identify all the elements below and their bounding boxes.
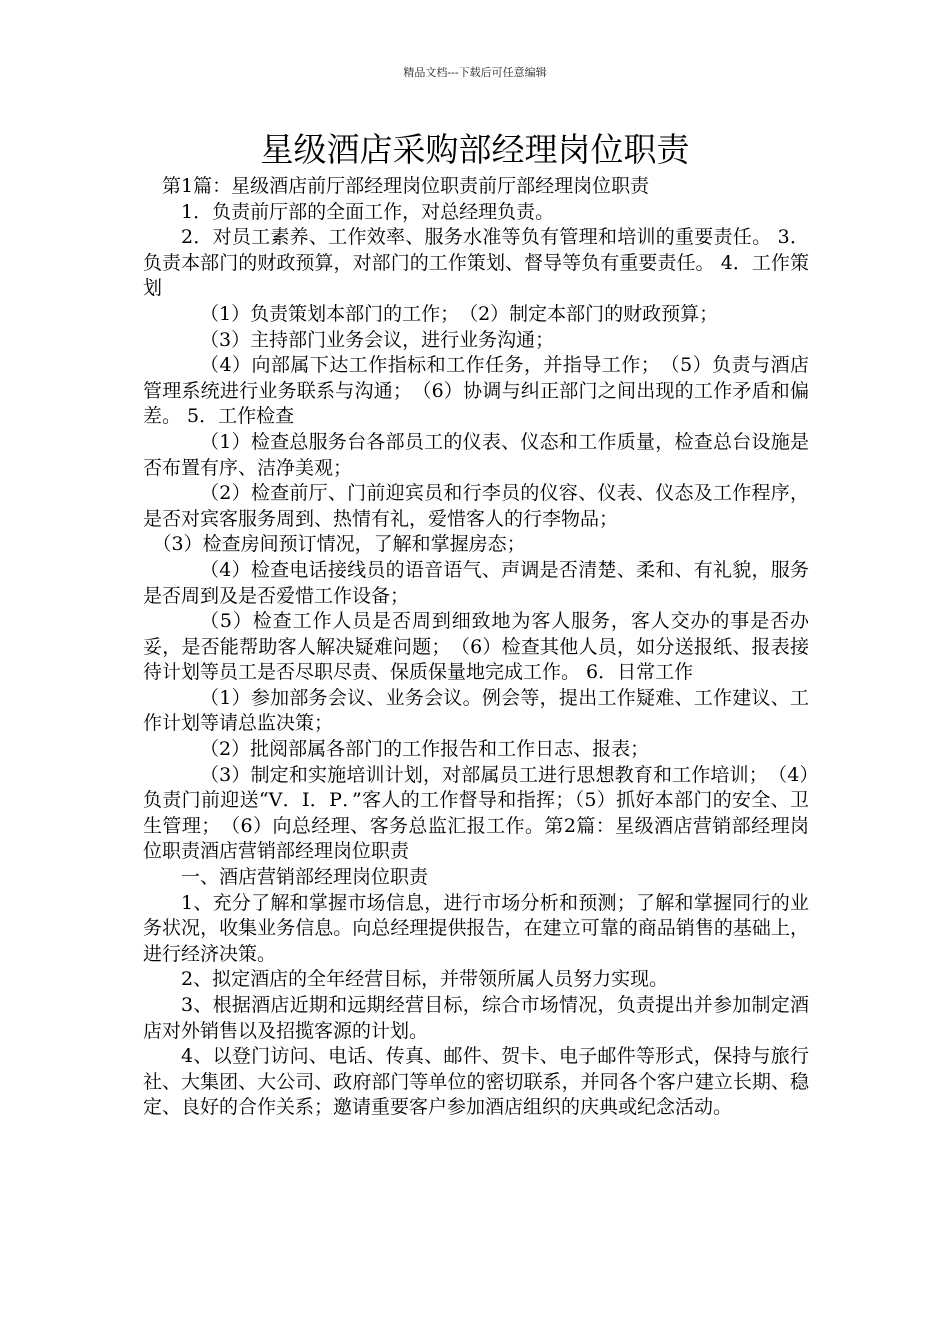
paragraph: （4）向部属下达工作指标和工作任务，并指导工作； （5）负责与酒店管理系统进行业务联系与沟通； （6）协调与纠正部门之间出现的工作矛盾和偏差。 5．工作检查 <box>143 354 809 428</box>
paragraph: 2、拟定酒店的全年经营目标，并带领所属人员努力实现。 <box>181 968 669 991</box>
paragraph: （3）主持部门业务会议，进行业务沟通； <box>200 328 555 351</box>
document-body <box>143 174 809 1121</box>
paragraph: （3）制定和实施培训计划，对部属员工进行思想教育和工作培训； （4）负责门前迎送“V．I．P．”客人的工作督导和指挥；（5）抓好本部门的安全、卫生管理； （6）向总经理、客务总监汇报工作。第2篇：星级酒店营销部经理岗位职责酒店营销部经理岗位职责 <box>143 763 809 863</box>
paragraph: （2）检查前厅、门前迎宾员和行李员的仪容、仪表、仪态及工作程序，是否对宾客服务周到、热情有礼，爱惜客人的行李物品； <box>143 482 809 530</box>
paragraph: 4、以登门访问、电话、传真、邮件、贺卡、电子邮件等形式，保持与旅行社、大集团、大公司、政府部门等单位的密切联系，并同各个客户建立长期、稳定、良好的合作关系；邀请重要客户参加酒店组织的庆典或纪念活动。 <box>143 1045 809 1119</box>
header-note: 精品文档---下载后可任意编辑 <box>403 66 547 79</box>
paragraph: （4）检查电话接线员的语音语气、声调是否清楚、柔和、有礼貌，服务是否周到及是否爱惜工作设备； <box>143 558 809 607</box>
paragraph: 1、充分了解和掌握市场信息，进行市场分析和预测；了解和掌握同行的业务状况，收集业务信息。向总经理提供报告，在建立可靠的商品销售的基础上，进行经济决策。 <box>143 891 809 965</box>
paragraph: 一、酒店营销部经理岗位职责 <box>181 866 429 889</box>
paragraph: 1．负责前厅部的全面工作，对总经理负责。 <box>181 200 555 223</box>
paragraph: 第1篇：星级酒店前厅部经理岗位职责前厅部经理岗位职责 <box>162 175 650 197</box>
paragraph: （1）检查总服务台各部员工的仪表、仪态和工作质量，检查总台设施是否布置有序、洁净美观； <box>143 430 809 479</box>
paragraph: （1）参加部务会议、业务会议。例会等，提出工作疑难、工作建议、工作计划等请总监决策； <box>143 686 809 735</box>
paragraph: （1）负责策划本部门的工作； （2）制定本部门的财政预算； <box>200 302 719 325</box>
paragraph: 3、根据酒店近期和远期经营目标，综合市场情况，负责提出并参加制定酒店对外销售以及招揽客源的计划。 <box>143 994 809 1042</box>
paragraph: 2．对员工素养、工作效率、服务水准等负有管理和培训的重要责任。 3．负责本部门的财政预算，对部门的工作策划、督导等负有重要责任。 4．工作策划 <box>143 226 809 300</box>
document-title: 星级酒店采购部经理岗位职责 <box>260 130 690 169</box>
paragraph: （3）检查房间预订情况，了解和掌握房态； <box>152 533 526 556</box>
paragraph: （5）检查工作人员是否周到细致地为客人服务，客人交办的事是否办妥，是否能帮助客人解决疑难问题； （6）检查其他人员，如分送报纸、报表接待计划等员工是否尽职尽责、保质保量地完成工作。 6．日常工作 <box>143 610 809 684</box>
paragraph: （2）批阅部属各部门的工作报告和工作日志、报表； <box>200 738 650 761</box>
